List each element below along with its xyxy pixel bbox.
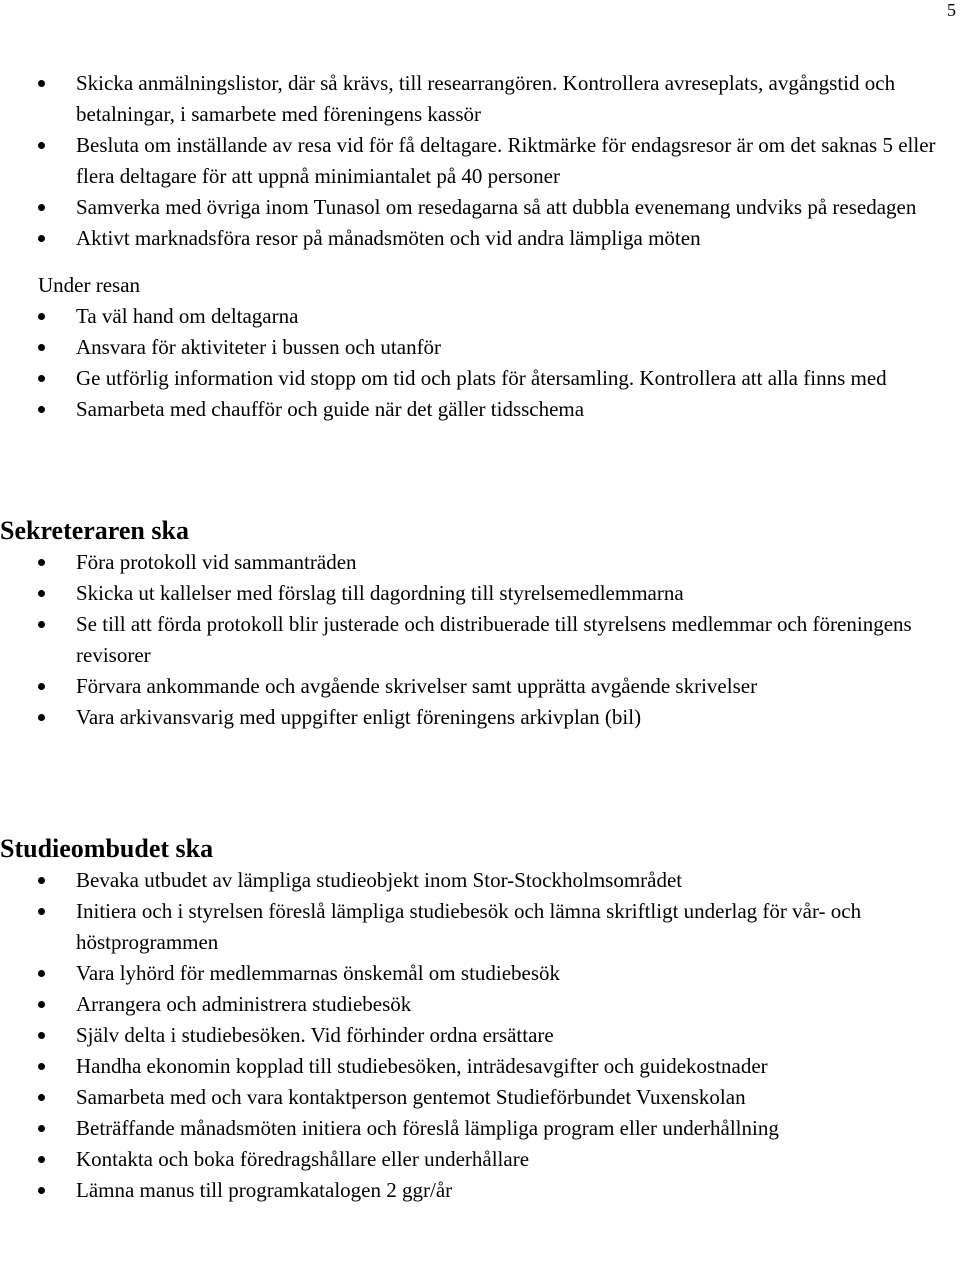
list-item: Vara lyhörd för medlemmarnas önskemål om studiebesök xyxy=(0,958,960,989)
list-item: Ta väl hand om deltagarna xyxy=(0,301,960,332)
bullet-icon xyxy=(38,80,45,87)
list-item: Skicka ut kallelser med förslag till dagordning till styrelsemedlemmarna xyxy=(0,578,960,609)
list-item: Vara arkivansvarig med uppgifter enligt föreningens arkivplan (bil) xyxy=(0,702,960,733)
under-resan-list xyxy=(0,301,960,425)
bullet-icon xyxy=(38,559,45,566)
list-item: Samarbeta med chaufför och guide när det gäller tidsschema xyxy=(0,394,960,425)
bullet-icon xyxy=(38,590,45,597)
bullet-icon xyxy=(38,714,45,721)
list-item: Aktivt marknadsföra resor på månadsmöten och vid andra lämpliga möten xyxy=(0,223,960,254)
bullet-icon xyxy=(38,204,45,211)
bullet-icon xyxy=(38,970,45,977)
bullet-icon xyxy=(38,1094,45,1101)
list-item: Besluta om inställande av resa vid för få deltagare. Riktmärke för endagsresor är om det saknas 5 eller flera deltagare för att uppnå minimiantalet på 40 personer xyxy=(0,130,960,192)
bullet-icon xyxy=(38,908,45,915)
sekreteraren-list xyxy=(0,547,960,733)
bullet-icon xyxy=(38,1125,45,1132)
bullet-icon xyxy=(38,1063,45,1070)
bullet-icon xyxy=(38,1156,45,1163)
bullet-icon xyxy=(38,142,45,149)
under-resan-heading: Under resan xyxy=(38,273,141,297)
studieombudet-title: Studieombudet ska xyxy=(0,834,214,863)
list-item: Förvara ankommande och avgående skrivelser samt upprätta avgående skrivelser xyxy=(0,671,960,702)
list-item: Initiera och i styrelsen föreslå lämpliga studiebesök och lämna skriftligt underlag för vår- och höstprogrammen xyxy=(0,896,960,958)
list-item: Lämna manus till programkatalogen 2 ggr/år xyxy=(0,1175,960,1206)
list-item: Kontakta och boka föredragshållare eller underhållare xyxy=(0,1144,960,1175)
studieombudet-list xyxy=(0,865,960,1206)
bullet-icon xyxy=(38,621,45,628)
list-item: Arrangera och administrera studiebesök xyxy=(0,989,960,1020)
sekreteraren-title: Sekreteraren ska xyxy=(0,516,189,545)
bullet-icon xyxy=(38,877,45,884)
list-item: Ge utförlig information vid stopp om tid och plats för återsamling. Kontrollera att alla finns med xyxy=(0,363,960,394)
bullet-icon xyxy=(38,344,45,351)
list-item: Beträffande månadsmöten initiera och föreslå lämpliga program eller underhållning xyxy=(0,1113,960,1144)
document-body xyxy=(0,68,960,1206)
bullet-icon xyxy=(38,683,45,690)
list-item: Bevaka utbudet av lämpliga studieobjekt inom Stor-Stockholmsområdet xyxy=(0,865,960,896)
list-item: Samarbeta med och vara kontaktperson gentemot Studieförbundet Vuxenskolan xyxy=(0,1082,960,1113)
bullet-icon xyxy=(38,1187,45,1194)
list-item: Föra protokoll vid sammanträden xyxy=(0,547,960,578)
bullet-icon xyxy=(38,313,45,320)
bullet-icon xyxy=(38,1001,45,1008)
page-number: 5 xyxy=(947,0,956,20)
list-item: Handha ekonomin kopplad till studiebesöken, inträdesavgifter och guidekostnader xyxy=(0,1051,960,1082)
list-item: Samverka med övriga inom Tunasol om resedagarna så att dubbla evenemang undviks på resedagen xyxy=(0,192,960,223)
bullet-icon xyxy=(38,235,45,242)
intro-list xyxy=(0,68,960,254)
list-item: Själv delta i studiebesöken. Vid förhinder ordna ersättare xyxy=(0,1020,960,1051)
list-item: Skicka anmälningslistor, där så krävs, till researrangören. Kontrollera avreseplats, avgångstid och betalningar, i samarbete med föreningens kassör xyxy=(0,68,960,130)
list-item: Se till att förda protokoll blir justerade och distribuerade till styrelsens medlemmar och föreningens revisorer xyxy=(0,609,960,671)
list-item: Ansvara för aktiviteter i bussen och utanför xyxy=(0,332,960,363)
bullet-icon xyxy=(38,406,45,413)
bullet-icon xyxy=(38,1032,45,1039)
bullet-icon xyxy=(38,375,45,382)
